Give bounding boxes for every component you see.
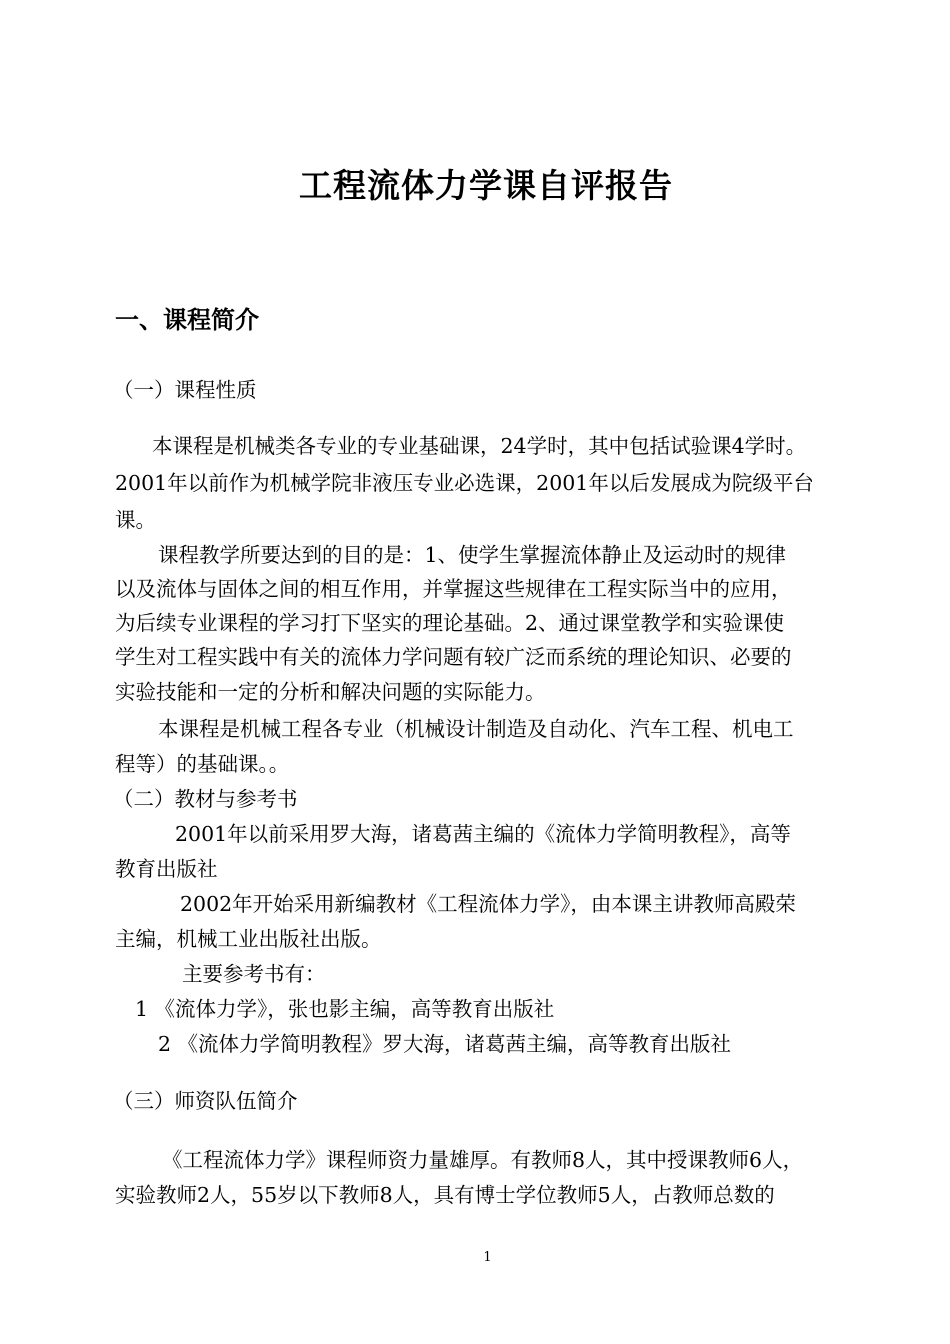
paragraph-line: 2002年开始采用新编教材《工程流体力学》，由本课主讲教师高殿荣 (180, 892, 796, 916)
page-number: 1 (483, 1250, 492, 1265)
paragraph-line: 本课程是机械工程各专业（机械设计制造及自动化、汽车工程、机电工 (158, 717, 794, 741)
paragraph-line: 主编，机械工业出版社出版。 (115, 927, 382, 951)
subsection-heading: （二）教材与参考书 (113, 787, 298, 811)
paragraph-line: 主要参考书有： (182, 962, 326, 986)
reference-item: 1 《流体力学》，张也影主编，高等教育出版社 (135, 997, 555, 1021)
paragraph-line: 本课程是机械类各专业的专业基础课，24学时，其中包括试验课4学时。 (152, 434, 807, 458)
paragraph-line: 以及流体与固体之间的相互作用，并掌握这些规律在工程实际当中的应用， (115, 577, 792, 601)
paragraph-line: 《工程流体力学》课程师资力量雄厚。有教师8人，其中授课教师6人， (162, 1148, 804, 1172)
subsection-heading: （三）师资队伍简介 (113, 1089, 298, 1113)
paragraph-line: 2001年以前作为机械学院非液压专业必选课，2001年以后发展成为院级平台 (115, 471, 814, 495)
subsection-heading: （一）课程性质 (113, 378, 257, 402)
paragraph-line: 课程教学所要达到的目的是：1、使学生掌握流体静止及运动时的规律 (158, 543, 787, 567)
paragraph-line: 学生对工程实践中有关的流体力学问题有较广泛而系统的理论知识、必要的 (115, 645, 792, 669)
document-title: 工程流体力学课自评报告 (299, 166, 673, 205)
reference-item: 2 《流体力学简明教程》罗大海，诸葛茜主编，高等教育出版社 (158, 1032, 732, 1056)
paragraph-line: 2001年以前采用罗大海，诸葛茜主编的《流体力学简明教程》，高等 (175, 822, 791, 846)
paragraph-line: 教育出版社 (115, 857, 218, 881)
paragraph-line: 实验教师2人，55岁以下教师8人，具有博士学位教师5人，占教师总数的 (115, 1183, 775, 1207)
paragraph-line: 实验技能和一定的分析和解决问题的实际能力。 (115, 680, 546, 704)
paragraph-line: 课。 (115, 508, 156, 532)
section-heading: 一、课程简介 (115, 306, 259, 334)
paragraph-line: 为后续专业课程的学习打下坚实的理论基础。2、通过课堂教学和实验课使 (115, 611, 785, 635)
paragraph-line: 程等）的基础课。。 (115, 752, 290, 776)
